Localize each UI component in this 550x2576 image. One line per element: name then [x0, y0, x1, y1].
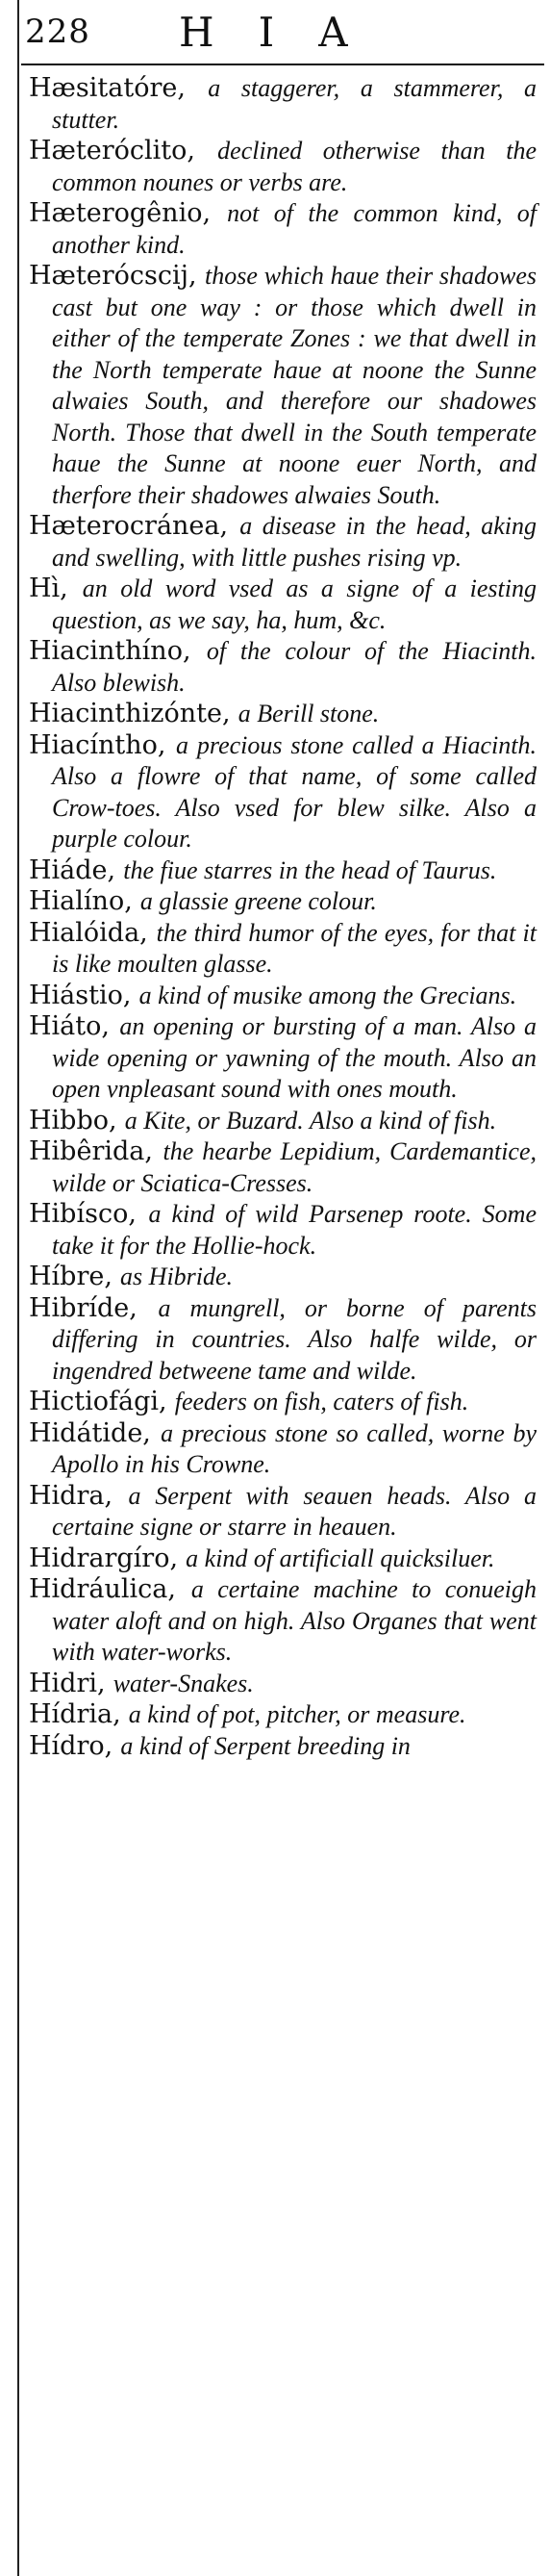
entry-headword: Hidátide,: [29, 1417, 151, 1448]
entry-headword: Hæterocránea,: [29, 511, 229, 541]
entry-definition: a kind of artificiall quicksiluer.: [186, 1543, 495, 1572]
entry-definition: the third humor of the eyes, for that it is like moulten glasse.: [52, 918, 537, 978]
dictionary-entry: [29, 73, 537, 136]
entry-definition: as Hibride.: [120, 1262, 234, 1290]
entry-headword: Hídria,: [29, 1699, 121, 1729]
dictionary-entry: [29, 730, 537, 855]
entry-headword: Hictiofági,: [29, 1387, 167, 1416]
entry-definition: declined otherwise than the common nounes or verbs are.: [52, 137, 537, 196]
dictionary-entry: [29, 1574, 537, 1669]
dictionary-entry: [29, 1387, 537, 1418]
entry-headword: Hibísco,: [29, 1199, 137, 1229]
dictionary-entry: [29, 699, 537, 730]
entry-definition: of the colour of the Hiacinth. Also blewish.: [52, 637, 537, 697]
entry-definition: a precious stone called a Hiacinth. Also a flowre of that name, of some called Crow-toes. Also vsed for blew silke. Also a purple colour.: [52, 730, 537, 853]
entry-headword: Hídro,: [29, 1730, 113, 1761]
dictionary-entry: [29, 1418, 537, 1481]
entry-headword: Hibríde,: [29, 1292, 138, 1323]
entry-headword: Hiáto,: [29, 1011, 110, 1041]
entry-headword: Hæsitatóre,: [29, 73, 186, 103]
entry-definition: not of the common kind, of another kind.: [52, 199, 537, 259]
entry-definition: a staggerer, a stammerer, a stutter.: [52, 74, 537, 134]
dictionary-entry: [29, 981, 537, 1012]
entry-definition: those which haue their shadowes cast but one way : or those which dwell in either of the temperate Zones : we that dwell in the North temperate haue at noone the Sunne alwaies South, and therefore our shadowes North. Those that dwell in the South temperate haue the Sunne at noone euer North, and therfore their shadowes alwaies South.: [52, 262, 537, 509]
dictionary-entry: [29, 574, 537, 636]
entry-definition: a certaine machine to conueigh water aloft and on high. Also Organes that went with water-works.: [52, 1575, 537, 1666]
dictionary-entry: [29, 886, 537, 918]
dictionary-entry: [29, 136, 537, 198]
entry-list: [29, 65, 537, 1762]
entry-definition: the fiue starres in the head of Taurus.: [123, 855, 497, 884]
running-head: HIA: [179, 8, 392, 56]
entry-headword: Hidra,: [29, 1480, 113, 1511]
entry-headword: Hæteróclito,: [29, 136, 195, 166]
entry-definition: a disease in the head, aking and swelling, with little pushes rising vp.: [52, 512, 537, 572]
entry-headword: Hì,: [29, 574, 68, 603]
dictionary-entry: [29, 1106, 537, 1137]
entry-definition: an opening or bursting of a man. Also a wide opening or yawning of the mouth. Also an open vnpleasant sound with ones mouth.: [52, 1012, 537, 1103]
entry-definition: a kind of musike among the Grecians.: [138, 981, 517, 1009]
entry-headword: Hæterócscij,: [29, 261, 197, 291]
dictionary-entry: [29, 1543, 537, 1575]
entry-headword: Hiáde,: [29, 854, 116, 885]
entry-definition: water-Snakes.: [112, 1669, 254, 1697]
dictionary-entry: [29, 1293, 537, 1388]
entry-definition: a precious stone so called, worne by Apollo in his Crowne.: [52, 1418, 537, 1478]
entry-headword: Hiacíntho,: [29, 729, 166, 760]
dictionary-entry: [29, 636, 537, 699]
dictionary-entry: [29, 1136, 537, 1199]
dictionary-entry: [29, 511, 537, 574]
entry-headword: Hiástio,: [29, 980, 132, 1010]
entry-definition: a Berill stone.: [238, 700, 380, 727]
entry-headword: Hæterogênio,: [29, 198, 212, 228]
dictionary-entry: [29, 918, 537, 981]
dictionary-entry: [29, 261, 537, 511]
dictionary-entry: [29, 1731, 537, 1763]
entry-definition: a mungrell, or borne of parents differing in countries. Also halfe wilde, or ingendred betweene tame and wilde.: [52, 1293, 538, 1385]
entry-definition: a kind of Serpent breeding in: [120, 1731, 411, 1760]
entry-definition: an old word vsed as a signe of a iesting question, as we say, ha, hum, &c.: [52, 574, 537, 634]
entry-definition: a Kite, or Buzard. Also a kind of fish.: [124, 1106, 497, 1135]
entry-headword: Hiacinthíno,: [29, 636, 191, 666]
entry-definition: a kind of wild Parsenep roote. Some take it for the Hollie-hock.: [52, 1200, 537, 1260]
entry-definition: a Serpent with seauen heads. Also a certaine signe or starre in heauen.: [52, 1481, 537, 1541]
left-margin-rule: [17, 0, 19, 2576]
dictionary-entry: [29, 1481, 537, 1543]
dictionary-entry: [29, 198, 537, 261]
entry-definition: the hearbe Lepidium, Cardemantice, wilde or Sciatica-Cresses.: [52, 1137, 538, 1197]
entry-definition: a glassie greene colour.: [139, 887, 377, 915]
dictionary-entry: [29, 1262, 537, 1293]
entry-headword: Hidráulica,: [29, 1574, 176, 1604]
dictionary-entry: [29, 855, 537, 887]
entry-definition: a kind of pot, pitcher, or measure.: [128, 1700, 466, 1728]
dictionary-entry: [29, 1669, 537, 1700]
entry-headword: Hialóida,: [29, 917, 148, 948]
page-number: 228: [25, 13, 90, 51]
entry-headword: Hialíno,: [29, 886, 133, 916]
page-header: [21, 0, 544, 65]
entry-headword: Hibêrida,: [29, 1136, 153, 1166]
entry-definition: feeders on fish, caters of fish.: [174, 1388, 469, 1416]
entry-headword: Hidrargíro,: [29, 1543, 179, 1573]
entry-headword: Híbre,: [29, 1262, 112, 1291]
dictionary-entry: [29, 1699, 537, 1731]
entry-headword: Hiacinthizónte,: [29, 699, 231, 728]
dictionary-entry: [29, 1011, 537, 1106]
dictionary-entry: [29, 1199, 537, 1262]
entry-headword: Hibbo,: [29, 1105, 117, 1135]
entry-headword: Hidri,: [29, 1668, 106, 1698]
